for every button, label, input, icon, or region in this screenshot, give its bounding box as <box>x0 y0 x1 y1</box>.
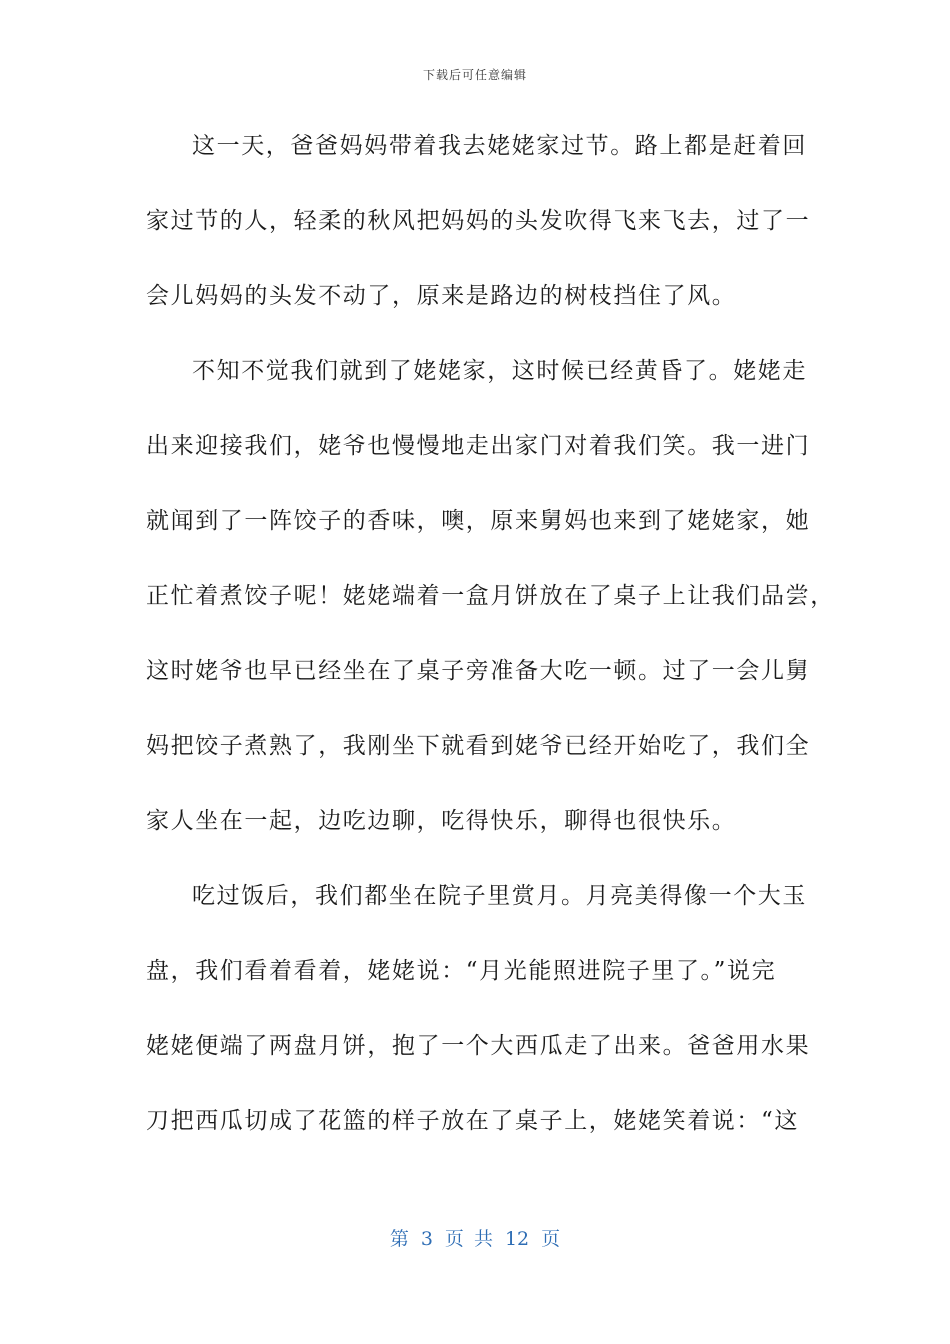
text-line: 出来迎接我们，姥爷也慢慢地走出家门对着我们笑。我一进门 <box>146 433 811 459</box>
text-line: 会儿妈妈的头发不动了，原来是路边的树枝挡住了风。 <box>146 283 737 309</box>
text-line: 盘，我们看着看着，姥姥说：“月光能照进院子里了。”说完 <box>146 958 777 984</box>
page-middle: 页 共 <box>444 1228 493 1250</box>
text-line: 刀把西瓜切成了花篮的样子放在了桌子上，姥姥笑着说：“这 <box>146 1108 799 1134</box>
page-footer <box>0 1224 950 1251</box>
page-number: 3 <box>420 1228 433 1250</box>
page-header: 下载后可任意编辑 <box>422 68 527 82</box>
document-body <box>146 120 835 1170</box>
text-line: 姥姥便端了两盘月饼，抱了一个大西瓜走了出来。爸爸用水果 <box>146 1033 811 1059</box>
text-line: 就闻到了一阵饺子的香味，噢，原来舅妈也来到了姥姥家，她 <box>146 508 811 534</box>
text-line: 吃过饭后，我们都坐在院子里赏月。月亮美得像一个大玉 <box>192 883 807 909</box>
page-prefix: 第 <box>389 1228 409 1250</box>
text-line: 不知不觉我们就到了姥姥家，这时候已经黄昏了。姥姥走 <box>192 358 807 384</box>
paragraph <box>146 345 835 870</box>
paragraph <box>146 870 811 1170</box>
text-line: 这一天，爸爸妈妈带着我去姥姥家过节。路上都是赶着回 <box>192 133 807 159</box>
text-line: 这时姥爷也早已经坐在了桌子旁准备大吃一顿。过了一会儿舅 <box>146 658 811 684</box>
text-line: 家人坐在一起，边吃边聊，吃得快乐，聊得也很快乐。 <box>146 808 737 834</box>
text-line: 正忙着煮饺子呢！姥姥端着一盒月饼放在了桌子上让我们品尝， <box>146 583 835 609</box>
page-total: 12 <box>504 1228 530 1250</box>
text-line: 家过节的人，轻柔的秋风把妈妈的头发吹得飞来飞去，过了一 <box>146 208 811 234</box>
text-line: 妈把饺子煮熟了，我刚坐下就看到姥爷已经开始吃了，我们全 <box>146 733 811 759</box>
page-suffix: 页 <box>541 1228 561 1250</box>
paragraph <box>146 120 811 345</box>
